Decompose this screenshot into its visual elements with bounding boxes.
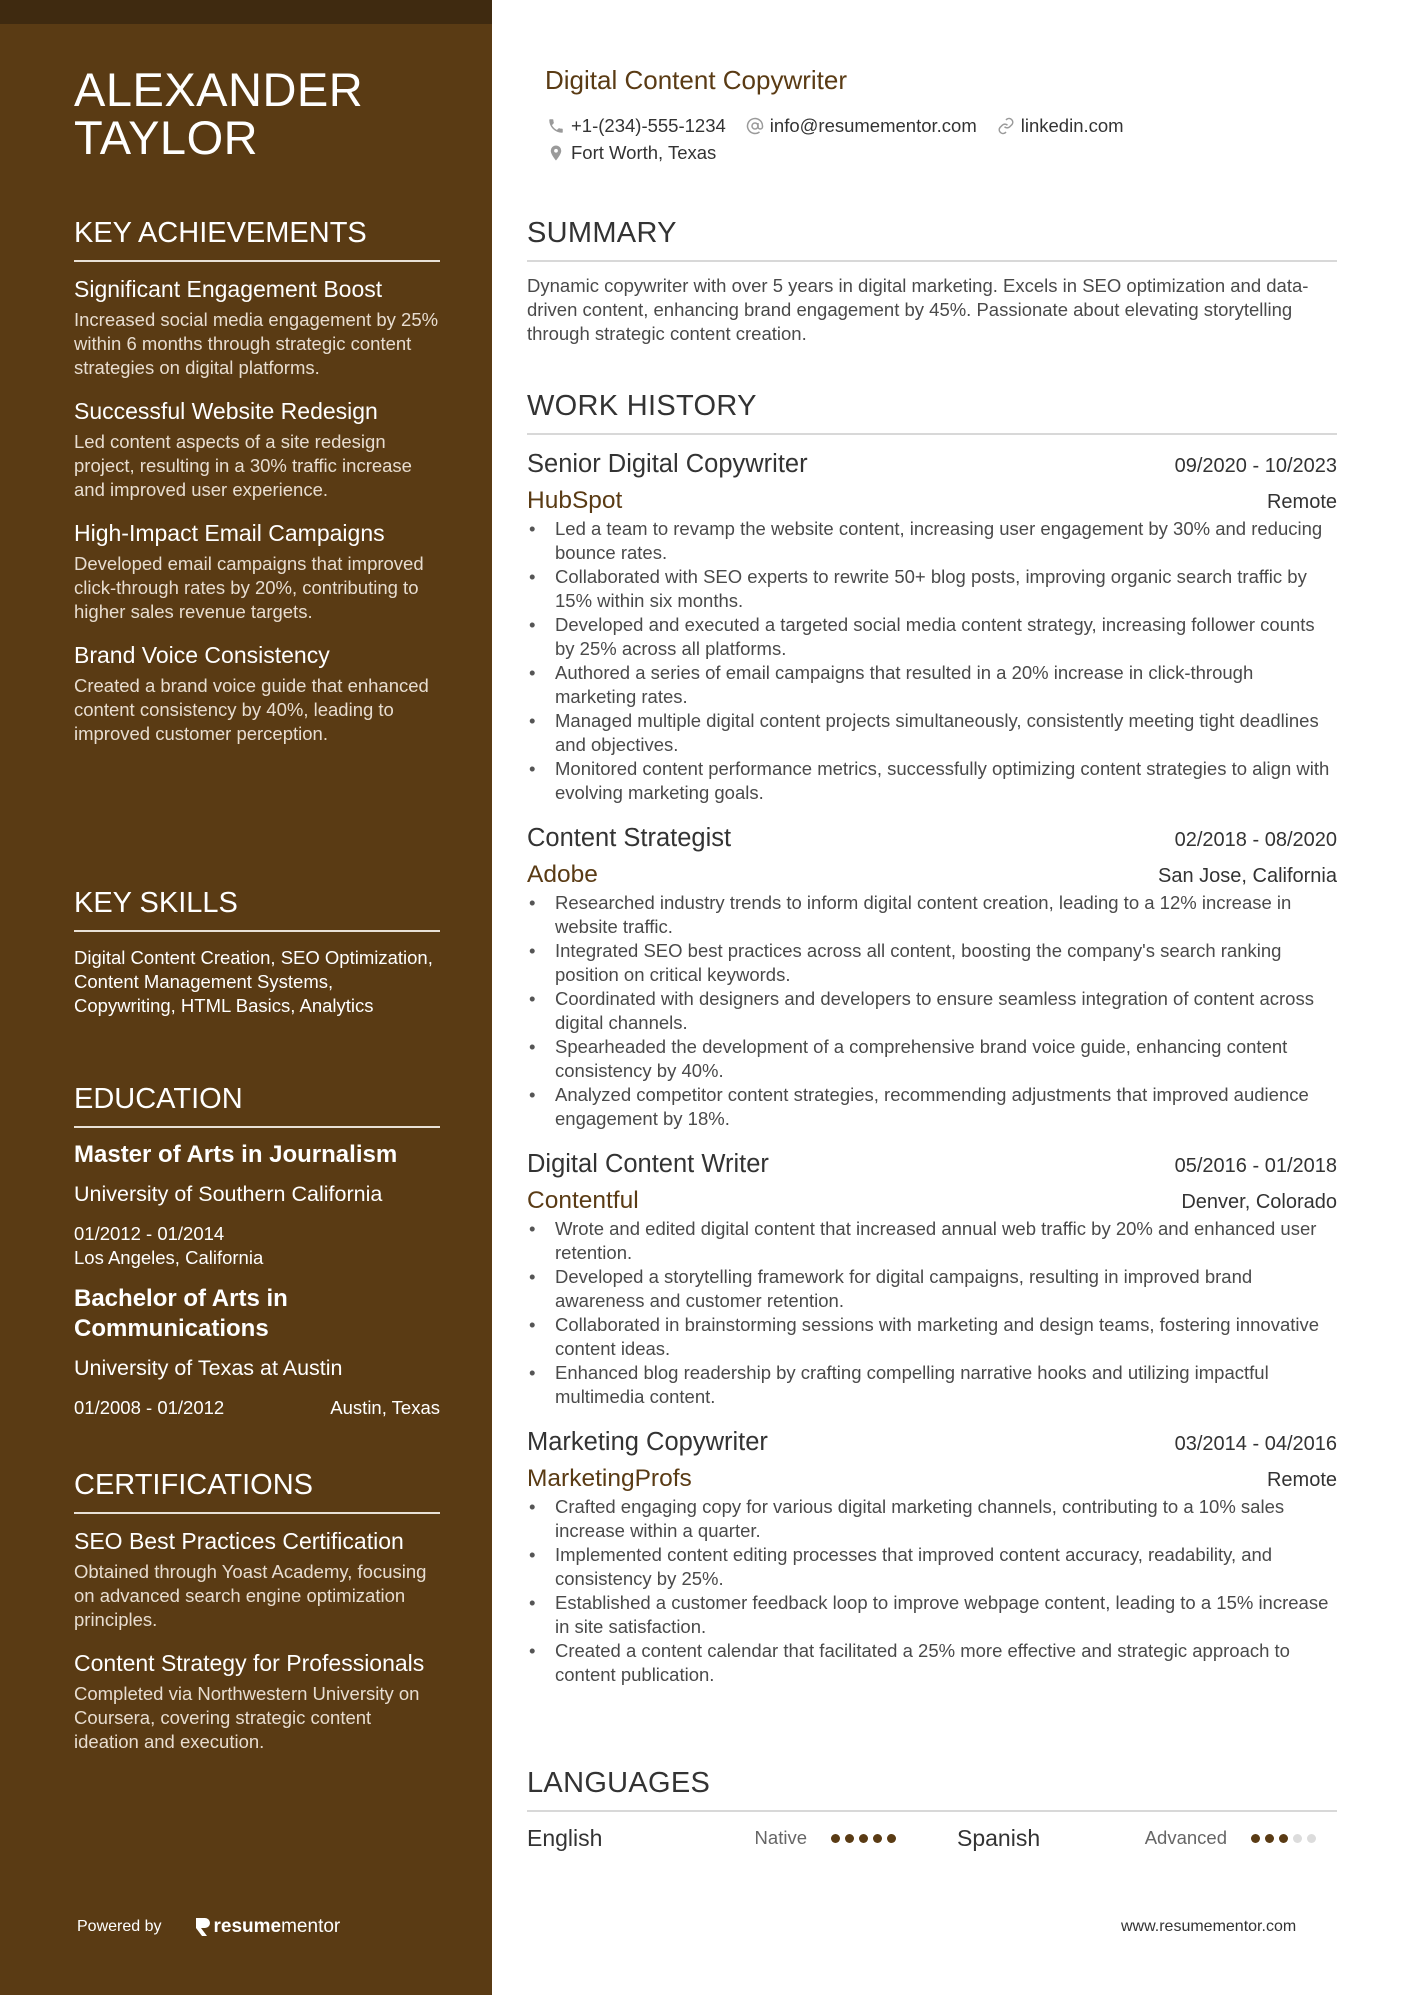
job-entry xyxy=(527,821,1337,1131)
job-bullet: • Created a content calendar that facilitated a 25% more effective and strategic approach to content publication. xyxy=(527,1639,1337,1687)
work-history-heading: WORK HISTORY xyxy=(527,389,1337,435)
job-title: Senior Digital Copywriter xyxy=(527,450,808,478)
job-title: Content Strategist xyxy=(527,824,732,852)
job-target-title: Digital Content Copywriter xyxy=(545,65,848,95)
job-bullets xyxy=(527,891,1337,1131)
job-bullet: • Led a team to revamp the website content, increasing user engagement by 30% and reducing bounce rates. xyxy=(527,517,1337,565)
location-pin-icon xyxy=(547,144,565,162)
job-bullet: • Coordinated with designers and developers to ensure seamless integration of content across digital channels. xyxy=(527,987,1337,1035)
linkedin-value: linkedin.com xyxy=(1020,114,1124,136)
achievement-desc: Led content aspects of a site redesign project, resulting in a 30% traffic increase and improved user experience. xyxy=(74,431,412,500)
language-level: Native xyxy=(754,1827,807,1848)
job-bullet: • Spearheaded the development of a comprehensive brand voice guide, enhancing content consistency by 40%. xyxy=(527,1035,1337,1083)
rating-dot-empty xyxy=(1293,1834,1302,1843)
education-item xyxy=(74,1284,440,1420)
job-company: Adobe xyxy=(527,861,598,888)
job-dates: 05/2016 - 01/2018 xyxy=(1174,1155,1337,1177)
achievement-item xyxy=(74,396,440,502)
brand-name-light: mentor xyxy=(281,1916,341,1937)
job-dates: 09/2020 - 10/2023 xyxy=(1174,455,1337,477)
job-bullet: • Collaborated with SEO experts to rewrite 50+ blog posts, improving organic search traffic by 15% within six months. xyxy=(527,565,1337,613)
achievement-title: Significant Engagement Boost xyxy=(74,276,383,302)
education-dates xyxy=(74,1222,440,1246)
achievements-heading: KEY ACHIEVEMENTS xyxy=(74,216,440,262)
job-header xyxy=(527,447,1337,481)
brand-mark-icon xyxy=(194,1917,210,1937)
job-company: MarketingProfs xyxy=(527,1465,692,1492)
languages-row xyxy=(527,1818,1337,1858)
education-dates-value: 01/2012 - 01/2014 xyxy=(74,1223,225,1244)
job-location: Denver, Colorado xyxy=(1181,1191,1337,1213)
language-name: English xyxy=(527,1824,603,1851)
education-item xyxy=(74,1140,440,1270)
contact-phone[interactable] xyxy=(547,113,726,139)
job-subheader xyxy=(527,1463,1337,1495)
job-dates: 03/2014 - 04/2016 xyxy=(1174,1433,1337,1455)
sidebar-top-bar xyxy=(0,0,492,24)
job-bullet: • Monitored content performance metrics, successfully optimizing content strategies to align with evolving marketing goals. xyxy=(527,757,1337,805)
job-title: Marketing Copywriter xyxy=(527,1428,768,1456)
job-company: Contentful xyxy=(527,1187,639,1214)
job-company: HubSpot xyxy=(527,487,623,514)
job-bullet: • Authored a series of email campaigns that resulted in a 20% increase in click-through marketing rates. xyxy=(527,661,1337,709)
candidate-name xyxy=(74,63,454,164)
education-location-value: Los Angeles, California xyxy=(74,1247,264,1268)
achievement-item xyxy=(74,274,440,380)
achievements-section xyxy=(74,216,440,762)
job-bullet: • Crafted engaging copy for various digital marketing channels, contributing to a 10% sales increase within a quarter. xyxy=(527,1495,1337,1543)
job-bullet: • Researched industry trends to inform digital content creation, leading to a 12% increase in website traffic. xyxy=(527,891,1337,939)
rating-dot-filled xyxy=(831,1834,840,1843)
job-title: Digital Content Writer xyxy=(527,1150,769,1178)
education-dates-location xyxy=(74,1396,440,1420)
rating-dot-filled xyxy=(859,1834,868,1843)
education-dates-value: 01/2008 - 01/2012 xyxy=(74,1397,225,1418)
achievement-title: High-Impact Email Campaigns xyxy=(74,520,385,546)
footer-url[interactable]: www.resumementor.com xyxy=(1121,1918,1297,1935)
contact-info xyxy=(547,112,1327,166)
achievement-title: Successful Website Redesign xyxy=(74,398,378,424)
job-location: Remote xyxy=(1266,491,1337,513)
rating-dot-filled xyxy=(873,1834,882,1843)
rating-dot-filled xyxy=(845,1834,854,1843)
job-header xyxy=(527,821,1337,855)
summary-text: Dynamic copywriter with over 5 years in digital marketing. Excels in SEO optimization and data-driven content, enhancing brand engagement by 45%. Passionate about elevating storytelling through strategic content creation. xyxy=(527,275,1309,344)
achievement-item xyxy=(74,518,440,624)
language-level: Advanced xyxy=(1144,1827,1227,1848)
certifications-section xyxy=(74,1468,440,1770)
skills-section xyxy=(74,886,440,1018)
job-entry xyxy=(527,1147,1337,1409)
job-bullets xyxy=(527,1495,1337,1687)
phone-icon xyxy=(547,117,565,135)
job-location: Remote xyxy=(1266,1469,1337,1491)
contact-location xyxy=(547,140,716,166)
job-bullet: • Managed multiple digital content projects simultaneously, consistently meeting tight deadlines and objectives. xyxy=(527,709,1337,757)
certification-title: SEO Best Practices Certification xyxy=(74,1528,404,1554)
link-icon xyxy=(997,117,1015,135)
job-dates: 02/2018 - 08/2020 xyxy=(1174,829,1337,851)
language-name: Spanish xyxy=(957,1824,1041,1851)
brand-logo[interactable] xyxy=(194,1916,341,1938)
achievement-item xyxy=(74,640,440,746)
job-location: San Jose, California xyxy=(1158,865,1337,887)
certification-item xyxy=(74,1648,440,1754)
language-rating xyxy=(831,1834,957,1843)
job-bullet: • Developed and executed a targeted social media content strategy, increasing follower counts by 25% across all platforms. xyxy=(527,613,1337,661)
rating-dot-filled xyxy=(1265,1834,1274,1843)
job-bullet: • Wrote and edited digital content that increased annual web traffic by 20% and enhanced user retention. xyxy=(527,1217,1337,1265)
languages-heading: LANGUAGES xyxy=(527,1766,1337,1812)
summary-heading: SUMMARY xyxy=(527,216,1337,262)
phone-value: +1-(234)-555-1234 xyxy=(571,114,726,136)
job-bullet: • Developed a storytelling framework for digital campaigns, resulting in improved brand awareness and customer retention. xyxy=(527,1265,1337,1313)
education-section xyxy=(74,1082,440,1420)
brand-name-bold: resume xyxy=(213,1916,282,1937)
job-subheader xyxy=(527,485,1337,517)
job-entry xyxy=(527,1425,1337,1687)
certification-title: Content Strategy for Professionals xyxy=(74,1650,425,1676)
education-school: University of Texas at Austin xyxy=(74,1356,343,1380)
job-bullets xyxy=(527,517,1337,805)
location-value: Fort Worth, Texas xyxy=(571,141,717,163)
at-sign-icon xyxy=(746,117,764,135)
job-bullet: • Established a customer feedback loop to improve webpage content, leading to a 15% increase in site satisfaction. xyxy=(527,1591,1337,1639)
job-bullet: • Implemented content editing processes that improved content accuracy, readability, and consistency by 25%. xyxy=(527,1543,1337,1591)
powered-by-label: Powered by xyxy=(77,1918,162,1935)
powered-by xyxy=(77,1916,340,1938)
education-degree: Master of Arts in Journalism xyxy=(74,1141,398,1168)
job-bullet: • Enhanced blog readership by crafting compelling narrative hooks and utilizing impactful multimedia content. xyxy=(527,1361,1337,1409)
name-line-2: TAYLOR xyxy=(74,111,259,164)
achievement-desc: Created a brand voice guide that enhanced content consistency by 40%, leading to improved customer perception. xyxy=(74,675,429,744)
job-subheader xyxy=(527,1185,1337,1217)
contact-row xyxy=(547,112,1327,139)
rating-dot-filled xyxy=(887,1834,896,1843)
rating-dot-filled xyxy=(1251,1834,1260,1843)
job-bullets xyxy=(527,1217,1337,1409)
job-entry xyxy=(527,447,1337,805)
achievement-desc: Increased social media engagement by 25% within 6 months through strategic content strategies on digital platforms. xyxy=(74,309,439,378)
rating-dot-empty xyxy=(1307,1834,1316,1843)
education-location xyxy=(74,1246,440,1270)
skills-heading: KEY SKILLS xyxy=(74,886,440,932)
job-bullet: • Collaborated in brainstorming sessions with marketing and design teams, fostering innovative content ideas. xyxy=(527,1313,1337,1361)
achievement-desc: Developed email campaigns that improved click-through rates by 20%, contributing to higher sales revenue targets. xyxy=(74,553,424,622)
skills-list: Digital Content Creation, SEO Optimization, Content Management Systems, Copywriting, HTML Basics, Analytics xyxy=(74,947,433,1016)
email-value: info@resumementor.com xyxy=(769,114,977,136)
name-line-1: ALEXANDER xyxy=(74,63,364,116)
main-content xyxy=(527,0,1337,1995)
education-school: University of Southern California xyxy=(74,1182,383,1206)
certification-item xyxy=(74,1526,440,1632)
sidebar xyxy=(0,0,492,1995)
certification-desc: Completed via Northwestern University on Coursera, covering strategic content ideation and execution. xyxy=(74,1683,420,1752)
certification-desc: Obtained through Yoast Academy, focusing on advanced search engine optimization principles. xyxy=(74,1561,427,1630)
work-history-section xyxy=(527,389,1337,1703)
contact-email[interactable] xyxy=(746,113,977,139)
job-header xyxy=(527,1425,1337,1459)
contact-row xyxy=(547,139,1327,166)
job-bullet: • Analyzed competitor content strategies, recommending adjustments that improved audience engagement by 18%. xyxy=(527,1083,1337,1131)
education-heading: EDUCATION xyxy=(74,1082,440,1128)
education-degree: Bachelor of Arts in Communications xyxy=(74,1285,288,1342)
education-location-value: Austin, Texas xyxy=(330,1397,440,1418)
summary-section xyxy=(527,216,1337,346)
achievement-title: Brand Voice Consistency xyxy=(74,642,330,668)
job-header xyxy=(527,1147,1337,1181)
rating-dot-filled xyxy=(1279,1834,1288,1843)
certifications-heading: CERTIFICATIONS xyxy=(74,1468,440,1514)
language-rating xyxy=(1251,1834,1321,1843)
languages-section xyxy=(527,1766,1337,1858)
contact-linkedin[interactable] xyxy=(997,113,1124,139)
job-bullet: • Integrated SEO best practices across all content, boosting the company's search ranking position on critical keywords. xyxy=(527,939,1337,987)
job-subheader xyxy=(527,859,1337,891)
